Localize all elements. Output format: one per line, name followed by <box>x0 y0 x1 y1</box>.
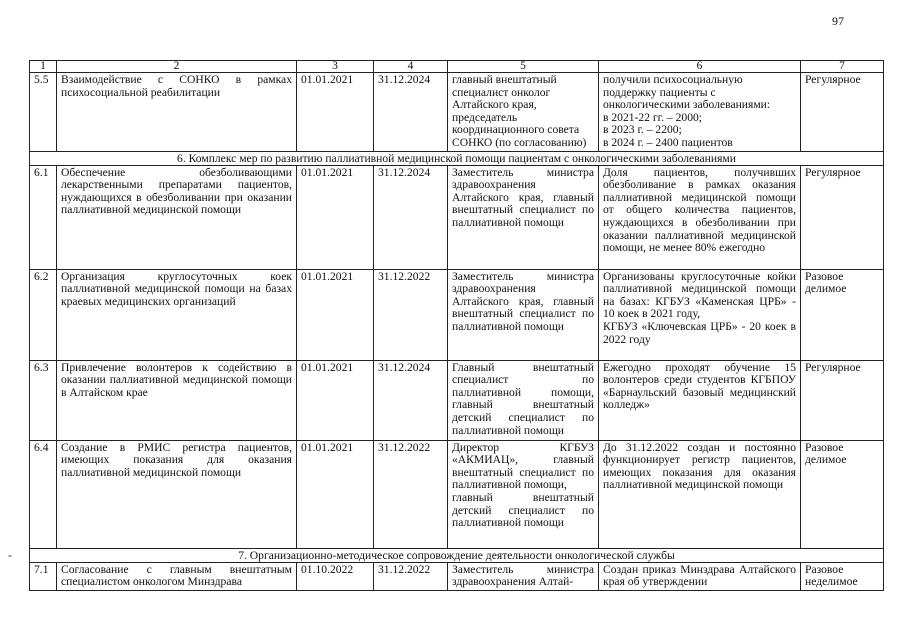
responsible: Заместитель министра здравоохранения Алтайского края, главный внештатный специалист по паллиативной помощи <box>448 269 599 360</box>
column-header: 2 <box>57 61 297 73</box>
column-header: 7 <box>801 61 884 73</box>
measure-name: Согласование с главным внештатным специалистом онкологом Минздрава <box>57 562 297 590</box>
column-number-row <box>30 61 884 73</box>
section-title: 6. Комплекс мер по развитию паллиативной медицинской помощи пациентам с онкологическими заболеваниями <box>30 151 884 165</box>
end-date: 31.12.2022 <box>374 440 448 548</box>
table-row <box>30 440 884 548</box>
measure-name: Создание в РМИС регистра пациентов, имеющих показания для оказания паллиативной медицинской помощи <box>57 440 297 548</box>
measure-number: 5.5 <box>30 73 57 152</box>
start-date: 01.01.2021 <box>297 269 374 360</box>
table-row <box>30 73 884 152</box>
measure-type: Регулярное <box>801 165 884 269</box>
column-header: 1 <box>30 61 57 73</box>
result: Создан приказ Минздрава Алтайского края об утверждении <box>599 562 801 590</box>
end-date: 31.12.2024 <box>374 73 448 152</box>
table-row <box>30 562 884 590</box>
measure-name: Взаимодействие с СОНКО в рамках психосоциальной реабилитации <box>57 73 297 152</box>
result: Доля пациентов, получивших обезболивание в рамках оказания паллиативной медицинской помощи от общего количества пациентов, нуждающихся в обезболивании при оказании паллиативной медицинской помощи, не менее 80% ежегодно <box>599 165 801 269</box>
start-date: 01.01.2021 <box>297 360 374 440</box>
result: До 31.12.2022 создан и постоянно функционирует регистр пациентов, имеющих показания для оказания паллиативной медицинской помощи <box>599 440 801 548</box>
end-date: 31.12.2024 <box>374 165 448 269</box>
measure-number: 7.1 <box>30 562 57 590</box>
result: получили психосоциальную поддержку пациенты с онкологическими заболеваниями: в 2021-22 гг. – 2000; в 2023 г. – 2200; в 2024 г. – 2400 пациентов <box>599 73 801 152</box>
measure-type: Регулярное <box>801 360 884 440</box>
column-header: 5 <box>448 61 599 73</box>
measure-type: Разовое неделимое <box>801 562 884 590</box>
start-date: 01.10.2022 <box>297 562 374 590</box>
measure-name: Обеспечение обезболивающими лекарственными препаратами пациентов, нуждающихся в обезболивании при оказании паллиативной медицинской помощи <box>57 165 297 269</box>
page-number: 97 <box>832 14 844 28</box>
result: Организованы круглосуточные койки паллиативной медицинской помощи на базах: КГБУЗ «Каменская ЦРБ» - 10 коек в 2021 году, КГБУЗ «Ключевская ЦРБ» - 20 коек в 2022 году <box>599 269 801 360</box>
result: Ежегодно проходят обучение 15 волонтеров среди студентов КГБПОУ «Барнаульский базовый медицинский колледж» <box>599 360 801 440</box>
start-date: 01.01.2021 <box>297 73 374 152</box>
measure-number: 6.2 <box>30 269 57 360</box>
table-row <box>30 165 884 269</box>
start-date: 01.01.2021 <box>297 440 374 548</box>
measure-type: Разовое делимое <box>801 440 884 548</box>
end-date: 31.12.2022 <box>374 269 448 360</box>
column-header: 3 <box>297 61 374 73</box>
end-date: 31.12.2022 <box>374 562 448 590</box>
responsible: главный внештатный специалист онколог Алтайского края, председатель координационного совета СОНКО (по согласованию) <box>448 73 599 152</box>
responsible: Главный внештатный специалист по паллиативной помощи, главный внештатный детский специалист по паллиативной помощи <box>448 360 599 440</box>
table-row <box>30 269 884 360</box>
column-header: 4 <box>374 61 448 73</box>
measure-type: Регулярное <box>801 73 884 152</box>
section-row <box>30 151 884 165</box>
measure-number: 6.3 <box>30 360 57 440</box>
measure-number: 6.4 <box>30 440 57 548</box>
margin-mark: - <box>8 548 12 562</box>
column-header: 6 <box>599 61 801 73</box>
section-row <box>30 548 884 562</box>
responsible: Заместитель министра здравоохранения Алтай- <box>448 562 599 590</box>
measure-number: 6.1 <box>30 165 57 269</box>
section-title: 7. Организационно-методическое сопровождение деятельности онкологической службы <box>30 548 884 562</box>
measure-name: Организация круглосуточных коек паллиативной медицинской помощи на базах краевых медицинских организаций <box>57 269 297 360</box>
responsible: Директор КГБУЗ «АКМИАЦ», главный внештатный специалист по паллиативной помощи, главный внештатный детский специалист по паллиативной помощи <box>448 440 599 548</box>
measure-name: Привлечение волонтеров к содействию в оказании паллиативной медицинской помощи в Алтайском крае <box>57 360 297 440</box>
responsible: Заместитель министра здравоохранения Алтайского края, главный внештатный специалист по паллиативной помощи <box>448 165 599 269</box>
measures-table <box>29 60 884 591</box>
measure-type: Разовое делимое <box>801 269 884 360</box>
end-date: 31.12.2024 <box>374 360 448 440</box>
start-date: 01.01.2021 <box>297 165 374 269</box>
table-row <box>30 360 884 440</box>
